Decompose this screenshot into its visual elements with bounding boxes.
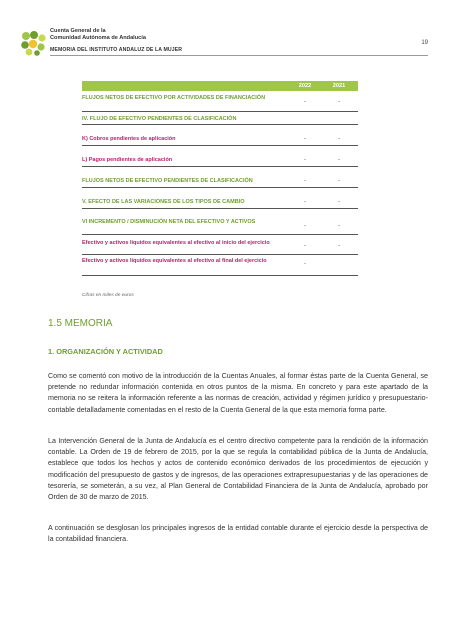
value-2022: - — [304, 99, 306, 105]
row-label: Efectivo y activos líquidos equivalentes al efectivo al inicio del ejercicio — [82, 240, 270, 246]
row-label: IV. FLUJO DE EFECTIVO PENDIENTES DE CLASIFICACIÓN — [82, 116, 237, 122]
column-header-2021: 2021 — [332, 83, 346, 89]
row-label: Efectivo y activos líquidos equivalentes al efectivo al final del ejercicio — [82, 258, 267, 264]
value-2022: - — [304, 157, 306, 163]
row-label: L) Pagos pendientes de aplicación — [82, 157, 173, 163]
row-label: FLUJOS NETOS DE EFECTIVO PENDIENTES DE CLASIFICACIÓN — [82, 178, 253, 184]
table-footnote: Cifras en miles de euros — [82, 293, 134, 298]
org-name-line1: Cuenta General de la — [50, 28, 106, 34]
table-row — [82, 188, 358, 209]
document-title: MEMORIA DEL INSTITUTO ANDALUZ DE LA MUJER — [50, 47, 183, 53]
value-2021: - — [338, 223, 340, 229]
table-row — [82, 167, 358, 188]
table-row — [82, 255, 358, 276]
value-2021: - — [338, 199, 340, 205]
value-2021: - — [338, 178, 340, 184]
cash-flow-table — [82, 81, 358, 276]
org-name-line2: Comunidad Autónoma de Andalucía — [50, 35, 146, 41]
junta-andalucia-logo — [20, 30, 48, 56]
section-heading: 1.5 MEMORIA — [48, 318, 113, 329]
table-row — [82, 125, 358, 146]
table-header — [82, 81, 358, 91]
row-label: K) Cobros pendientes de aplicación — [82, 136, 176, 142]
column-header-2022: 2022 — [298, 83, 312, 89]
page-number: 19 — [421, 40, 428, 46]
value-2021: - — [338, 99, 340, 105]
body-paragraph: Como se comentó con motivo de la introducción de la Cuentas Anuales, al formar éstas parte de la Cuenta General, se pretende no redundar información contenida en otros puntos de la misma. En concreto y para este apartado de la memoria no se reitera la información referente a las normas de creación, actividad y régimen jurídico y presupuestario-contable detalladamente comentadas en el resto de la Cuenta General de la que esta memoria forma parte. — [48, 372, 428, 414]
value-2021: - — [338, 136, 340, 142]
table-row — [82, 91, 358, 112]
value-2022: - — [304, 243, 306, 249]
body-paragraph: A continuación se desglosan los principales ingresos de la entidad contable durante el ejercicio desde la perspectiva de la contabilidad financiera. — [48, 524, 428, 544]
table-row — [82, 209, 358, 235]
value-2022: - — [304, 136, 306, 142]
table-row — [82, 113, 358, 125]
value-2022: - — [304, 199, 306, 205]
value-2022: - — [304, 178, 306, 184]
table-row — [82, 146, 358, 167]
row-label: V. EFECTO DE LAS VARIACIONES DE LOS TIPOS DE CAMBIO — [82, 199, 245, 205]
table-row — [82, 235, 358, 255]
value-2022: - — [304, 261, 306, 267]
page-header — [0, 0, 452, 64]
row-label: VI INCREMENTO / DISMINUCIÓN NETA DEL EFECTIVO Y ACTIVOS — [82, 219, 256, 225]
value-2022: - — [304, 223, 306, 229]
subsection-heading: 1. ORGANIZACIÓN Y ACTIVIDAD — [48, 347, 163, 356]
header-divider — [50, 55, 428, 56]
body-paragraph: La Intervención General de la Junta de Andalucía es el centro directivo competente para la rendición de la información contable. La Orden de 19 de febrero de 2015, por la que se regula la contabilidad pública de la Junta de Andalucía, establece que todos los hechos y actos de contenido económico derivados de los procedimientos de ejecución y modificación del presupuesto de gastos y de ingresos, de las operaciones extrapresupuestarias y de las operaciones de tesorería, se someterán, a su vez, al Plan General de Contabilidad Financiera de la Junta de Andalucía, aprobado por Orden de 30 de marzo de 2015. — [48, 437, 428, 502]
value-2021: - — [338, 243, 340, 249]
row-label: FLUJOS NETOS DE EFECTIVO POR ACTIVIDADES DE FINANCIACIÓN — [82, 95, 266, 101]
value-2021: - — [338, 157, 340, 163]
